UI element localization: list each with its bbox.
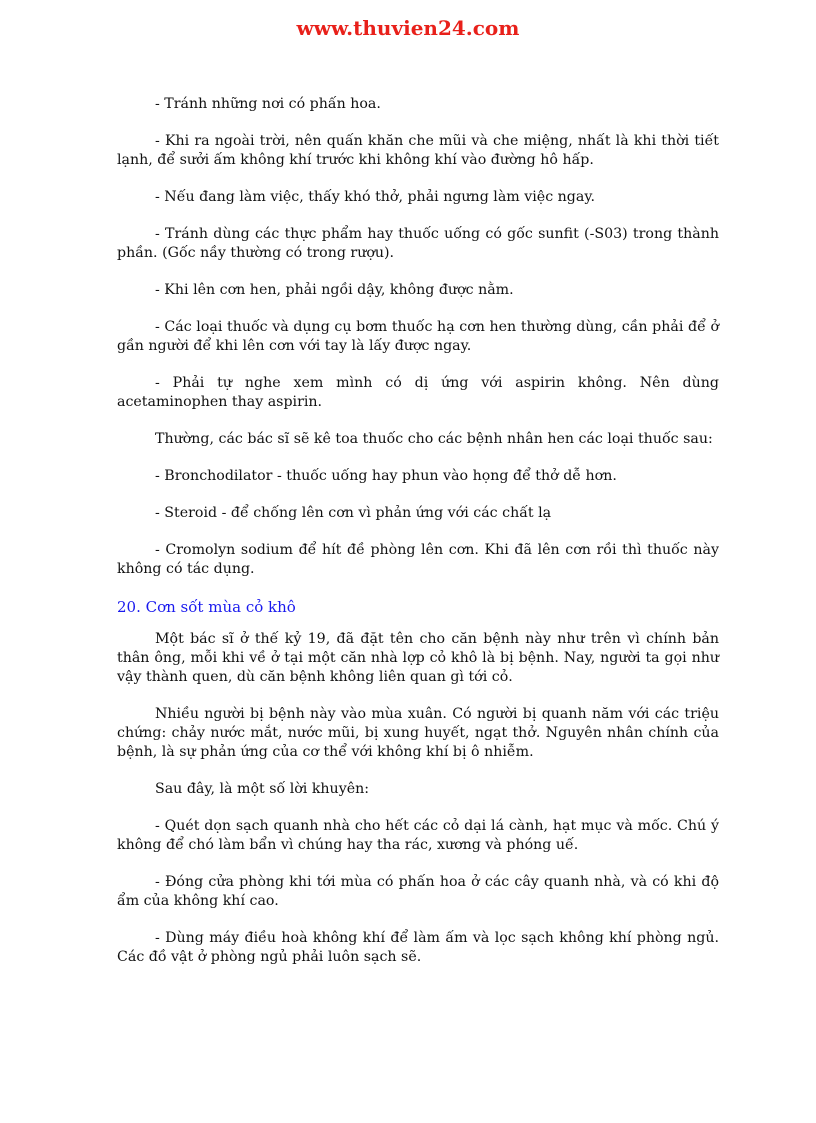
paragraph: Thường, các bác sĩ sẽ kê toa thuốc cho các bệnh nhân hen các loại thuốc sau:: [155, 431, 713, 447]
paragraph: Một bác sĩ ở thế kỷ 19, đã đặt tên cho căn bệnh này như trên vì chính bản thân ông, mỗi khi về ở tại một căn nhà lợp cỏ khô là bị bệnh. Nay, người ta gọi như vậy thành quen, dù căn bệnh không liên quan gì tới cỏ.: [117, 631, 719, 685]
paragraph: Nhiều người bị bệnh này vào mùa xuân. Có người bị quanh năm với các triệu chứng: chảy nước mắt, nước mũi, bị xung huyết, ngạt thở. Nguyên nhân chính của bệnh, là sự phản ứng của cơ thể với không khí bị ô nhiễm.: [117, 706, 719, 760]
paragraph: - Bronchodilator - thuốc uống hay phun vào họng để thở dễ hơn.: [155, 468, 617, 484]
paragraph: - Tránh dùng các thực phẩm hay thuốc uống có gốc sunfit (-S03) trong thành phần. (Gốc nầy thường có trong rượu).: [117, 226, 719, 261]
paragraph: - Quét dọn sạch quanh nhà cho hết các cỏ dại lá cành, hạt mục và mốc. Chú ý không để chó làm bẩn vì chúng hay tha rác, xương và phóng uế.: [117, 818, 719, 853]
paragraph: - Nếu đang làm việc, thấy khó thở, phải ngưng làm việc ngay.: [155, 189, 595, 205]
paragraph: - Khi lên cơn hen, phải ngồi dậy, không được nằm.: [155, 282, 514, 298]
paragraph: - Dùng máy điều hoà không khí để làm ấm và lọc sạch không khí phòng ngủ. Các đồ vật ở phòng ngủ phải luôn sạch sẽ.: [117, 930, 719, 965]
paragraph: Sau đây, là một số lời khuyên:: [155, 781, 370, 797]
paragraph: - Đóng cửa phòng khi tới mùa có phấn hoa ở các cây quanh nhà, và có khi độ ẩm của không khí cao.: [117, 874, 719, 909]
paragraph: - Cromolyn sodium để hít đề phòng lên cơn. Khi đã lên cơn rồi thì thuốc này không có tác dụng.: [117, 542, 719, 577]
section-heading: 20. Cơn sốt mùa cỏ khô: [117, 598, 296, 616]
paragraph: - Khi ra ngoài trời, nên quấn khăn che mũi và che miệng, nhất là khi thời tiết lạnh, để sưởi ấm không khí trước khi không khí vào đường hô hấp.: [117, 133, 719, 168]
document-body: [117, 95, 719, 985]
paragraph: - Các loại thuốc và dụng cụ bơm thuốc hạ cơn hen thường dùng, cần phải để ở gần người để khi lên cơn với tay là lấy được ngay.: [117, 319, 719, 354]
paragraph: - Tránh những nơi có phấn hoa.: [155, 96, 381, 112]
paragraph: - Phải tự nghe xem mình có dị ứng với aspirin không. Nên dùng acetaminophen thay aspirin.: [117, 375, 719, 410]
paragraph: - Steroid - để chống lên cơn vì phản ứng với các chất lạ: [155, 505, 552, 521]
site-url-header[interactable]: www.thuvien24.com: [296, 16, 520, 40]
